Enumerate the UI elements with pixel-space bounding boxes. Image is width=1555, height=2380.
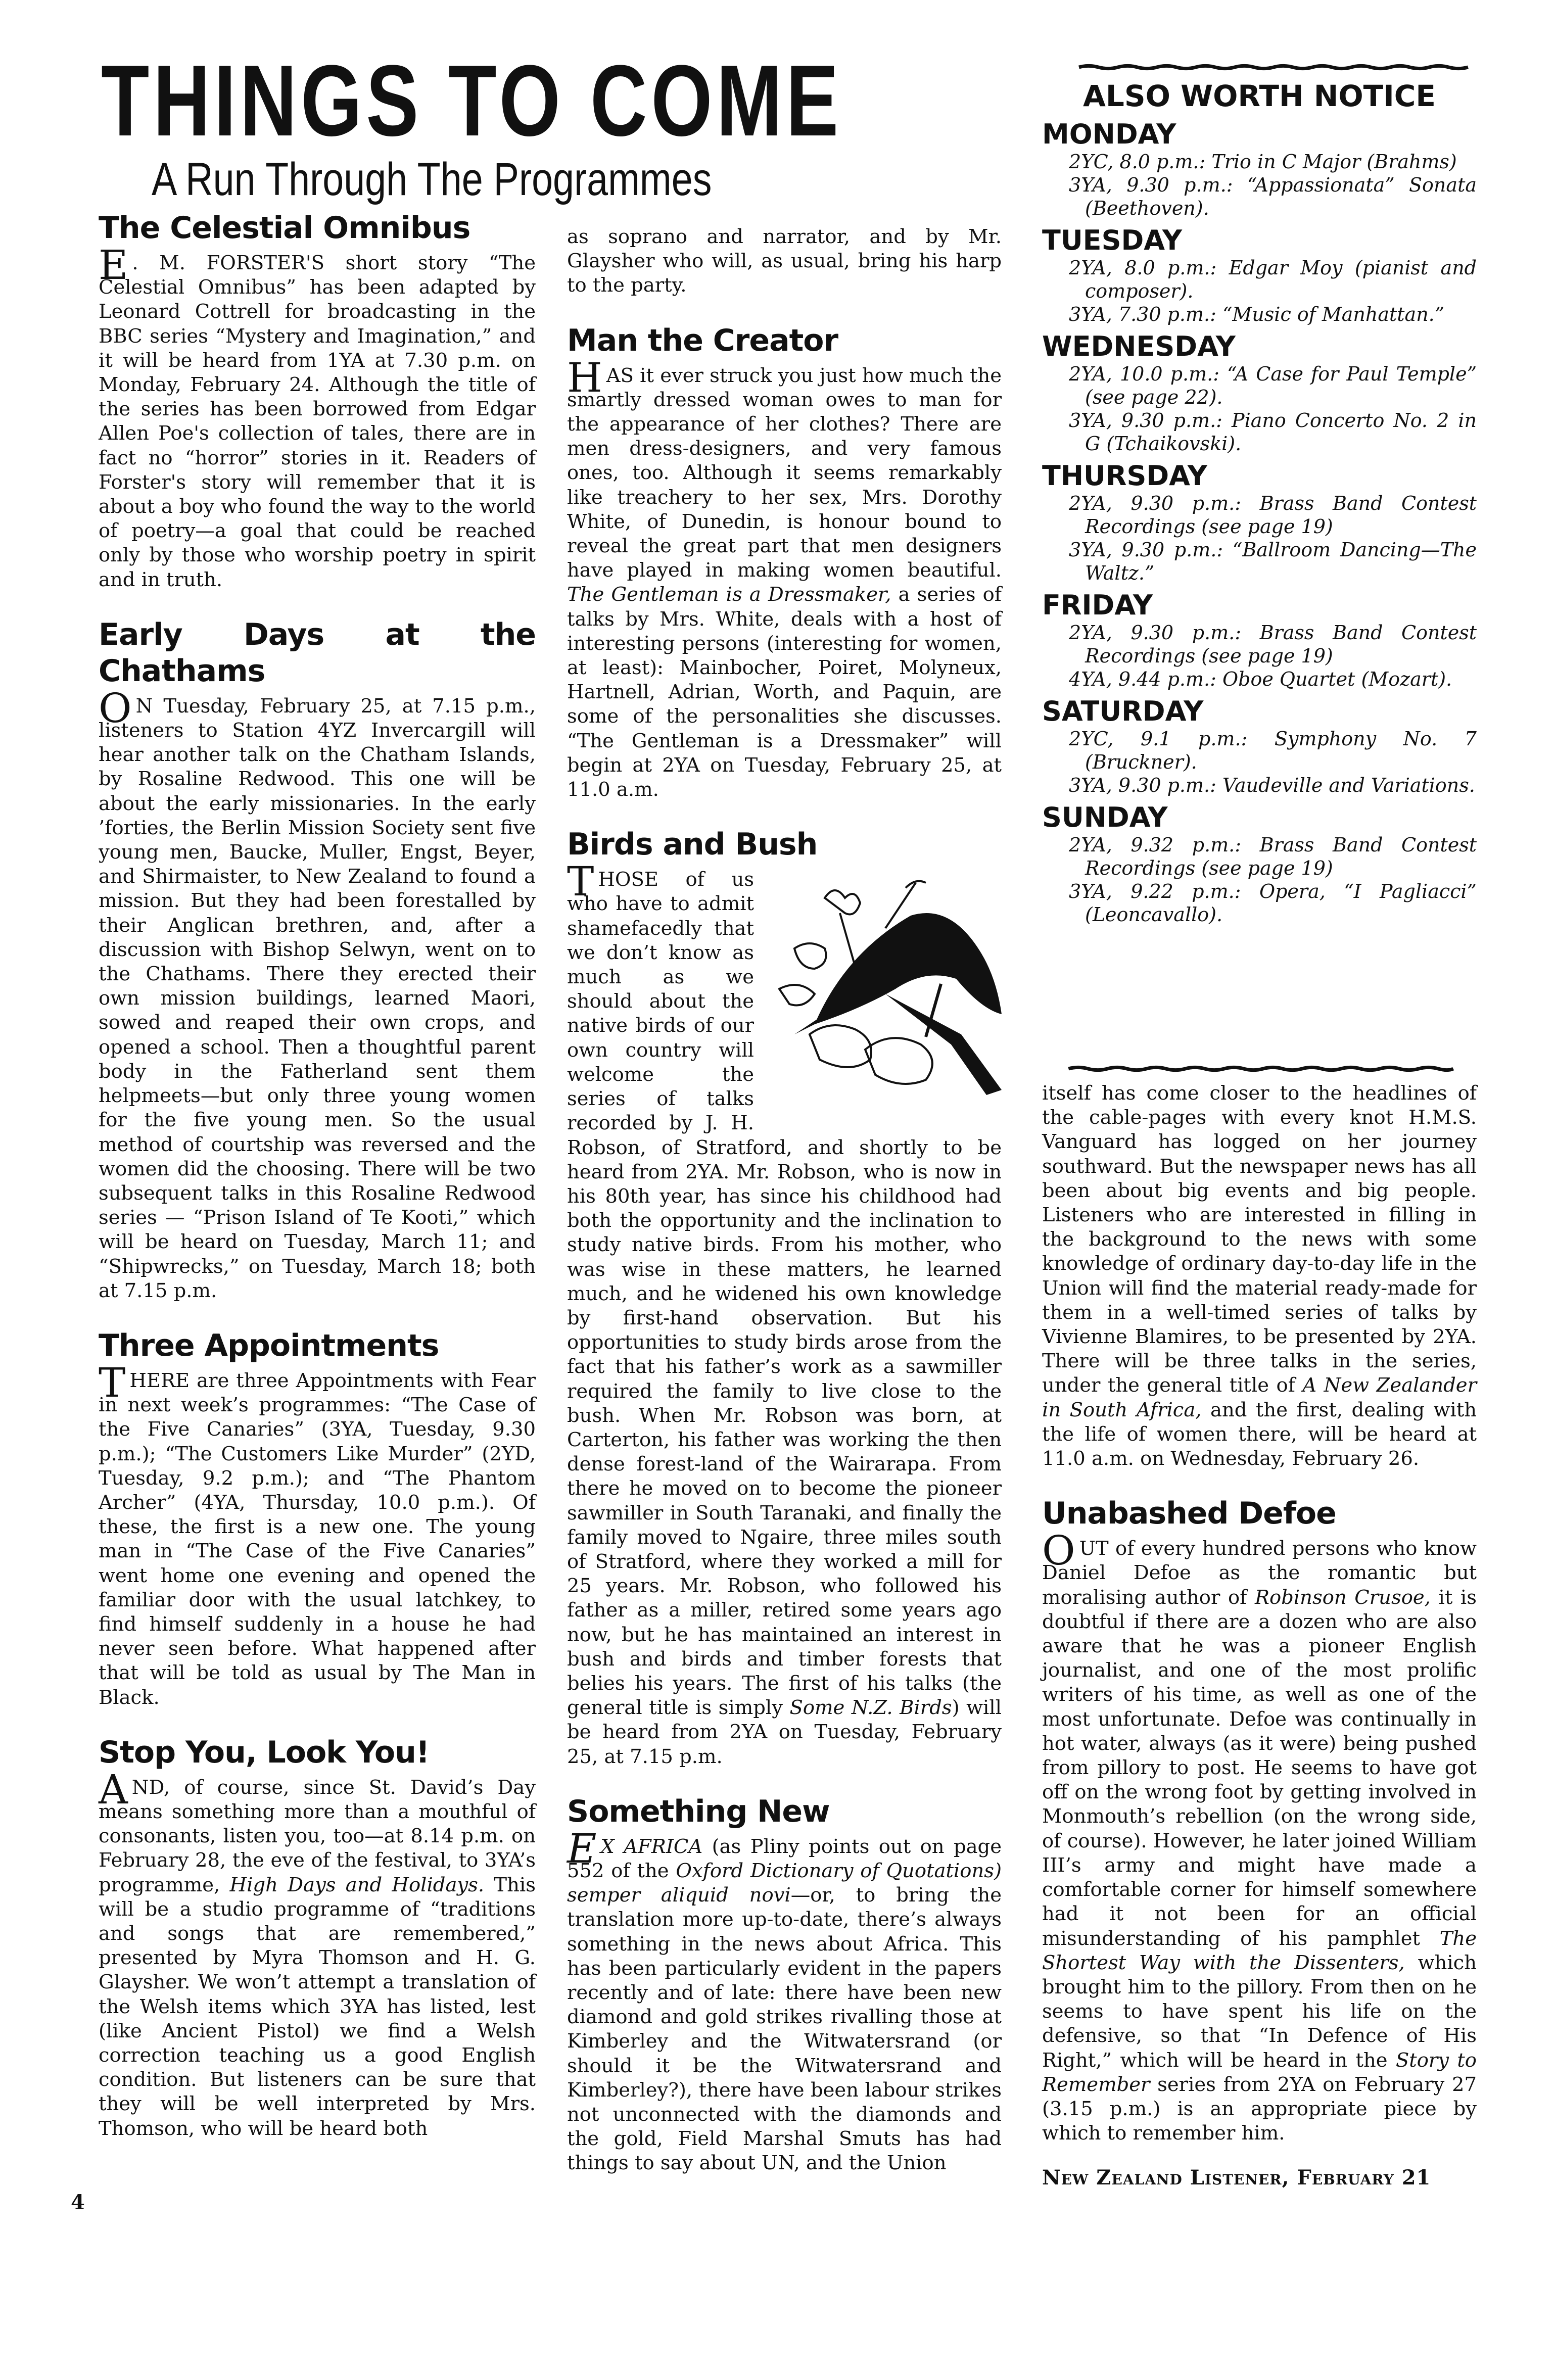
day-heading: TUESDAY <box>1042 224 1183 256</box>
article-body: THERE are three Appointments with Fear in next week’s programmes: “The Case of the Five Canaries” (3YA, Tuesday, 9.30 p.m.); “The Customers Like Murder” (2YD, Tuesday, 9.2 p.m.); and “The Phantom Archer” (4YA, Thursday, 10.0 p.m.). Of these, the first is a new one. The young man in “The Case of the Five Canaries” went home one evening and opened the familiar door with the usual latchkey, to find himself suddenly in a house he had never seen before. What happened after that will be told as usual by The Man in Black. <box>99 1359 536 1709</box>
article-body: HAS it ever struck you just how much the smartly dressed woman owes to man for the appearance of her clothes? There are men dress-designers, and very famous ones, too. Although it seems remarkably like treachery to her sex, Mrs. Dorothy White, of Dunedin, is honour bound to reveal the great part that men designers have played in making women beautiful. The Gentleman is a Dressmaker, a series of talks by Mrs. White, deals with a host of interesting persons (interesting for women, at least): Mainbocher, Poiret, Molyneux, Hartnell, Adrian, Worth, and Paquin, are some of the personalities she discusses. “The Gentleman is a Dressmaker” will begin at 2YA on Tuesday, February 25, at 11.0 a.m. <box>567 354 1002 801</box>
day-heading: MONDAY <box>1042 118 1176 150</box>
article-man-the-creator <box>567 322 1002 802</box>
page-title: THINGS TO COME <box>101 44 843 157</box>
day-group-tuesday <box>1042 225 1477 326</box>
programme-entry: 4YA, 9.44 p.m.: Oboe Quartet (Mozart). <box>1069 668 1452 690</box>
article-three-appointments <box>99 1327 536 1710</box>
article-heading: Man the Creator <box>567 322 838 358</box>
article-birds-and-bush <box>567 826 1002 1769</box>
article-body: E X AFRICA (as Pliny points out on page 552 of the Oxford Dictionary of Quotations) semper aliquid novi—or, to bring the translation more up-to-date, there’s always something in the news about Africa. This has been particularly evident in the papers recently and of late: there have been new diamond and gold strikes rivalling those at Kimberley and the Witwatersrand (or should it be the Witwatersrand and Kimberley?), there have been labour strikes not unconnected with the diamonds and the gold, Field Marshal Smuts has had things to say about UN, and the Union <box>567 1825 1002 2175</box>
article-body: OUT of every hundred persons who know Daniel Defoe as the romantic but moralising author of Robinson Crusoe, it is doubtful if there are a dozen who are also aware that he was a pioneer English journalist, and one of the most prolific writers of his time, as well as one of the most unfortunate. Defoe was continually in hot water, always (as it were) being pushed from pillory to post. He seems to have got off on the wrong foot by getting involved in Monmouth’s rebellion (on the wrong side, of course). However, he later joined William III’s army and might have made a comfortable corner for himself somewhere had it not been for an official misunderstanding of his pamphlet The Shortest Way with the Dissenters, which brought him to the pillory. From then on he seems to have spent his life on the defensive, so that “In Defence of His Right,” which will be heard in the Story to Remember series from 2YA on February 27 (3.15 p.m.) is an appropriate piece by which to remember him. <box>1042 1527 1477 2145</box>
article-heading: Something New <box>567 1793 830 1829</box>
programme-entry: 3YA, 9.30 p.m.: Vaudeville and Variations. <box>1069 774 1475 796</box>
article-celestial-omnibus <box>99 210 536 592</box>
drop-cap: T <box>99 1359 126 1406</box>
article-heading: Early Days at the Chathams <box>99 616 536 689</box>
day-heading: WEDNESDAY <box>1042 330 1236 362</box>
bird-icon <box>764 868 1007 1105</box>
programme-entry: 3YA, 9.22 p.m.: Opera, “I Pagliacci” (Leoncavallo). <box>1069 880 1477 926</box>
article-body: T HOSE of us who have to admit shamefacedly that we don’t know as much as we should about the native birds of our own country will welcome the series of talks recorded by J. H. Robson, of Stratford, and shortly to be heard from 2YA. Mr. Robson, who is now in his 80th year, has since his childhood had both the opportunity and the inclination to study native birds. From his mother, who was wise in these matters, he learned much, and he widened his own knowledge by first-hand observation. But his opportunities to study birds arose from the fact that his father’s work as a sawmiller required the family to live close to the bush. When Mr. Robson was born, at Carterton, his father was working the then dense forest-land of the Wairarapa. From there he moved on to become the pioneer sawmiller in South Taranaki, and finally the family moved to Ngaire, three miles south of Stratford, where they worked a mill for 25 years. Mr. Robson, who followed his father as a miller, retired some years ago now, but he has maintained an interest in bush and birds and timber forests that belies his years. The first of his talks (the general title is simply Some N.Z. Birds) will be heard from 2YA on Tuesday, February 25, at 7.15 p.m. <box>567 868 1002 1769</box>
column-left <box>99 210 536 2141</box>
article-something-new <box>567 1793 1002 2176</box>
drop-cap: O <box>1042 1527 1075 1575</box>
bird-illustration <box>764 868 1007 1120</box>
day-heading: SATURDAY <box>1042 695 1204 727</box>
publication-footer: New Zealand Listener, February 21 <box>1042 2166 1431 2190</box>
column-middle <box>567 225 1002 2176</box>
article-heading: Three Appointments <box>99 1327 439 1363</box>
wavy-rule-top <box>1051 64 1496 71</box>
article-continuation: as soprano and narrator, and by Mr. Glaysher who will, as usual, bring his harp to the party. <box>567 225 1002 297</box>
article-body: AND, of course, since St. David’s Day means something more than a mouthful of consonants, listen you, too—at 8.14 p.m. on February 28, the eve of the festival, to 3YA’s programme, High Days and Holidays. This will be a studio programme of “traditions and songs that are remembered,” presented by Myra Thomson and H. G. Glaysher. We won’t attempt a translation of the Welsh items which 3YA has listed, lest (like Ancient Pistol) we find a Welsh correction teaching us a good English condition. But listeners can be sure that they will be well interpreted by Mrs. Thomson, who will be heard both <box>99 1766 536 2140</box>
article-stop-you-look-you <box>99 1734 536 2141</box>
drop-cap: E <box>99 242 128 289</box>
programme-entry: 2YA, 9.30 p.m.: Brass Band Contest Recordings (see page 19) <box>1069 492 1477 538</box>
column-right-lower <box>1042 1081 1477 2191</box>
drop-cap: O <box>99 684 132 732</box>
day-group-wednesday <box>1042 331 1477 455</box>
article-continuation: itself has come closer to the headlines of the cable-pages with every knot H.M.S. Vanguard has logged on her journey southward. But the newspaper news has all been about big events and big people. Listeners who are interested in filling in the background to the news with some knowledge of ordinary day-to-day life in the Union will find the material ready-made for them in a well-timed series of talks by Vivienne Blamires, to be presented by 2YA. There will be three talks in the series, under the general title of A New Zealander in South Africa, and the first, dealing with the life of women there, will be heard at 11.0 a.m. on Wednesday, February 26. <box>1042 1082 1477 1470</box>
article-heading: Birds and Bush <box>567 827 818 863</box>
article-heading: Stop You, Look You! <box>99 1734 430 1770</box>
day-heading: THURSDAY <box>1042 460 1207 492</box>
article-body: O N Tuesday, February 25, at 7.15 p.m., listeners to Station 4YZ Invercargill will hear another talk on the Chatham Islands, by Rosaline Redwood. This one will be about the early missionaries. In the early ’forties, the Berlin Mission Society sent five young men, Baucke, Muller, Engst, Beyer, and Shirmaister, to New Zealand to found a mission. But they had been forestalled by their Anglican brethren, and, after a discussion with Bishop Selwyn, went on to the Chathams. There they erected their own mission buildings, learned Maori, sowed and reaped their own crops, and opened a school. Then a thoughtful parent body in the Fatherland sent them helpmeets—but only three young women for the five young men. So the usual method of courtship was reversed and the women did the choosing. There will be two subsequent talks in this Rosaline Redwood series — “Prison Island of Te Kooti,” which will be heard on Tuesday, March 11; and “Shipwrecks,” on Tuesday, March 18; both at 7.15 p.m. <box>99 684 536 1302</box>
article-heading: The Celestial Omnibus <box>99 210 470 246</box>
drop-cap: H <box>567 354 602 401</box>
page-subtitle: A Run Through The Programmes <box>152 154 712 205</box>
programme-entry: 3YA, 9.30 p.m.: “Ballroom Dancing—The Waltz.” <box>1069 539 1477 584</box>
day-heading: SUNDAY <box>1042 801 1168 833</box>
day-group-saturday <box>1042 696 1477 797</box>
drop-cap: A <box>99 1766 128 1813</box>
also-worth-notice-box <box>1042 78 1477 926</box>
drop-cap: T <box>567 858 594 906</box>
article-early-days-chathams <box>99 616 536 1303</box>
drop-cap: E <box>567 1825 597 1872</box>
day-group-monday <box>1042 119 1477 220</box>
page-number: 4 <box>71 2191 85 2214</box>
article-unabashed-defoe <box>1042 1495 1477 2146</box>
programme-entry: 2YC, 8.0 p.m.: Trio in C Major (Brahms) <box>1069 151 1457 173</box>
programme-entry: 2YA, 9.30 p.m.: Brass Band Contest Recordings (see page 19) <box>1069 622 1477 667</box>
programme-entry: 2YC, 9.1 p.m.: Symphony No. 7 (Bruckner). <box>1069 728 1477 773</box>
programme-entry: 2YA, 9.32 p.m.: Brass Band Contest Recordings (see page 19) <box>1069 834 1477 879</box>
programme-entry: 3YA, 9.30 p.m.: “Appassionata” Sonata (Beethoven). <box>1069 174 1477 219</box>
day-heading: FRIDAY <box>1042 589 1153 621</box>
notice-title: ALSO WORTH NOTICE <box>1083 79 1436 113</box>
notice-days-list <box>1042 119 1477 926</box>
day-group-friday <box>1042 590 1477 691</box>
day-group-sunday <box>1042 802 1477 926</box>
day-group-thursday <box>1042 460 1477 585</box>
programme-entry: 3YA, 9.30 p.m.: Piano Concerto No. 2 in G (Tchaikovski). <box>1069 409 1477 455</box>
programme-entry: 2YA, 8.0 p.m.: Edgar Moy (pianist and composer). <box>1069 257 1477 302</box>
programme-entry: 3YA, 7.30 p.m.: “Music of Manhattan.” <box>1069 303 1445 325</box>
programme-entry: 2YA, 10.0 p.m.: “A Case for Paul Temple” (see page 22). <box>1069 363 1477 408</box>
article-body: E . M. FORSTER'S short story “The Celestial Omnibus” has been adapted by Leonard Cottrell for broadcasting in the BBC series “Mystery and Imagination,” and it will be heard from 1YA at 7.30 p.m. on Monday, February 24. Although the title of the series has been borrowed from Edgar Allen Poe's collection of tales, there are in fact no “horror” stories in it. Readers of Forster's story will remember that it is about a boy who found the way to the world of poetry—a goal that could be reached only by those who worship poetry in spirit and in truth. <box>99 242 536 591</box>
article-heading: Unabashed Defoe <box>1042 1496 1336 1532</box>
wavy-rule-bottom <box>1041 1065 1481 1072</box>
